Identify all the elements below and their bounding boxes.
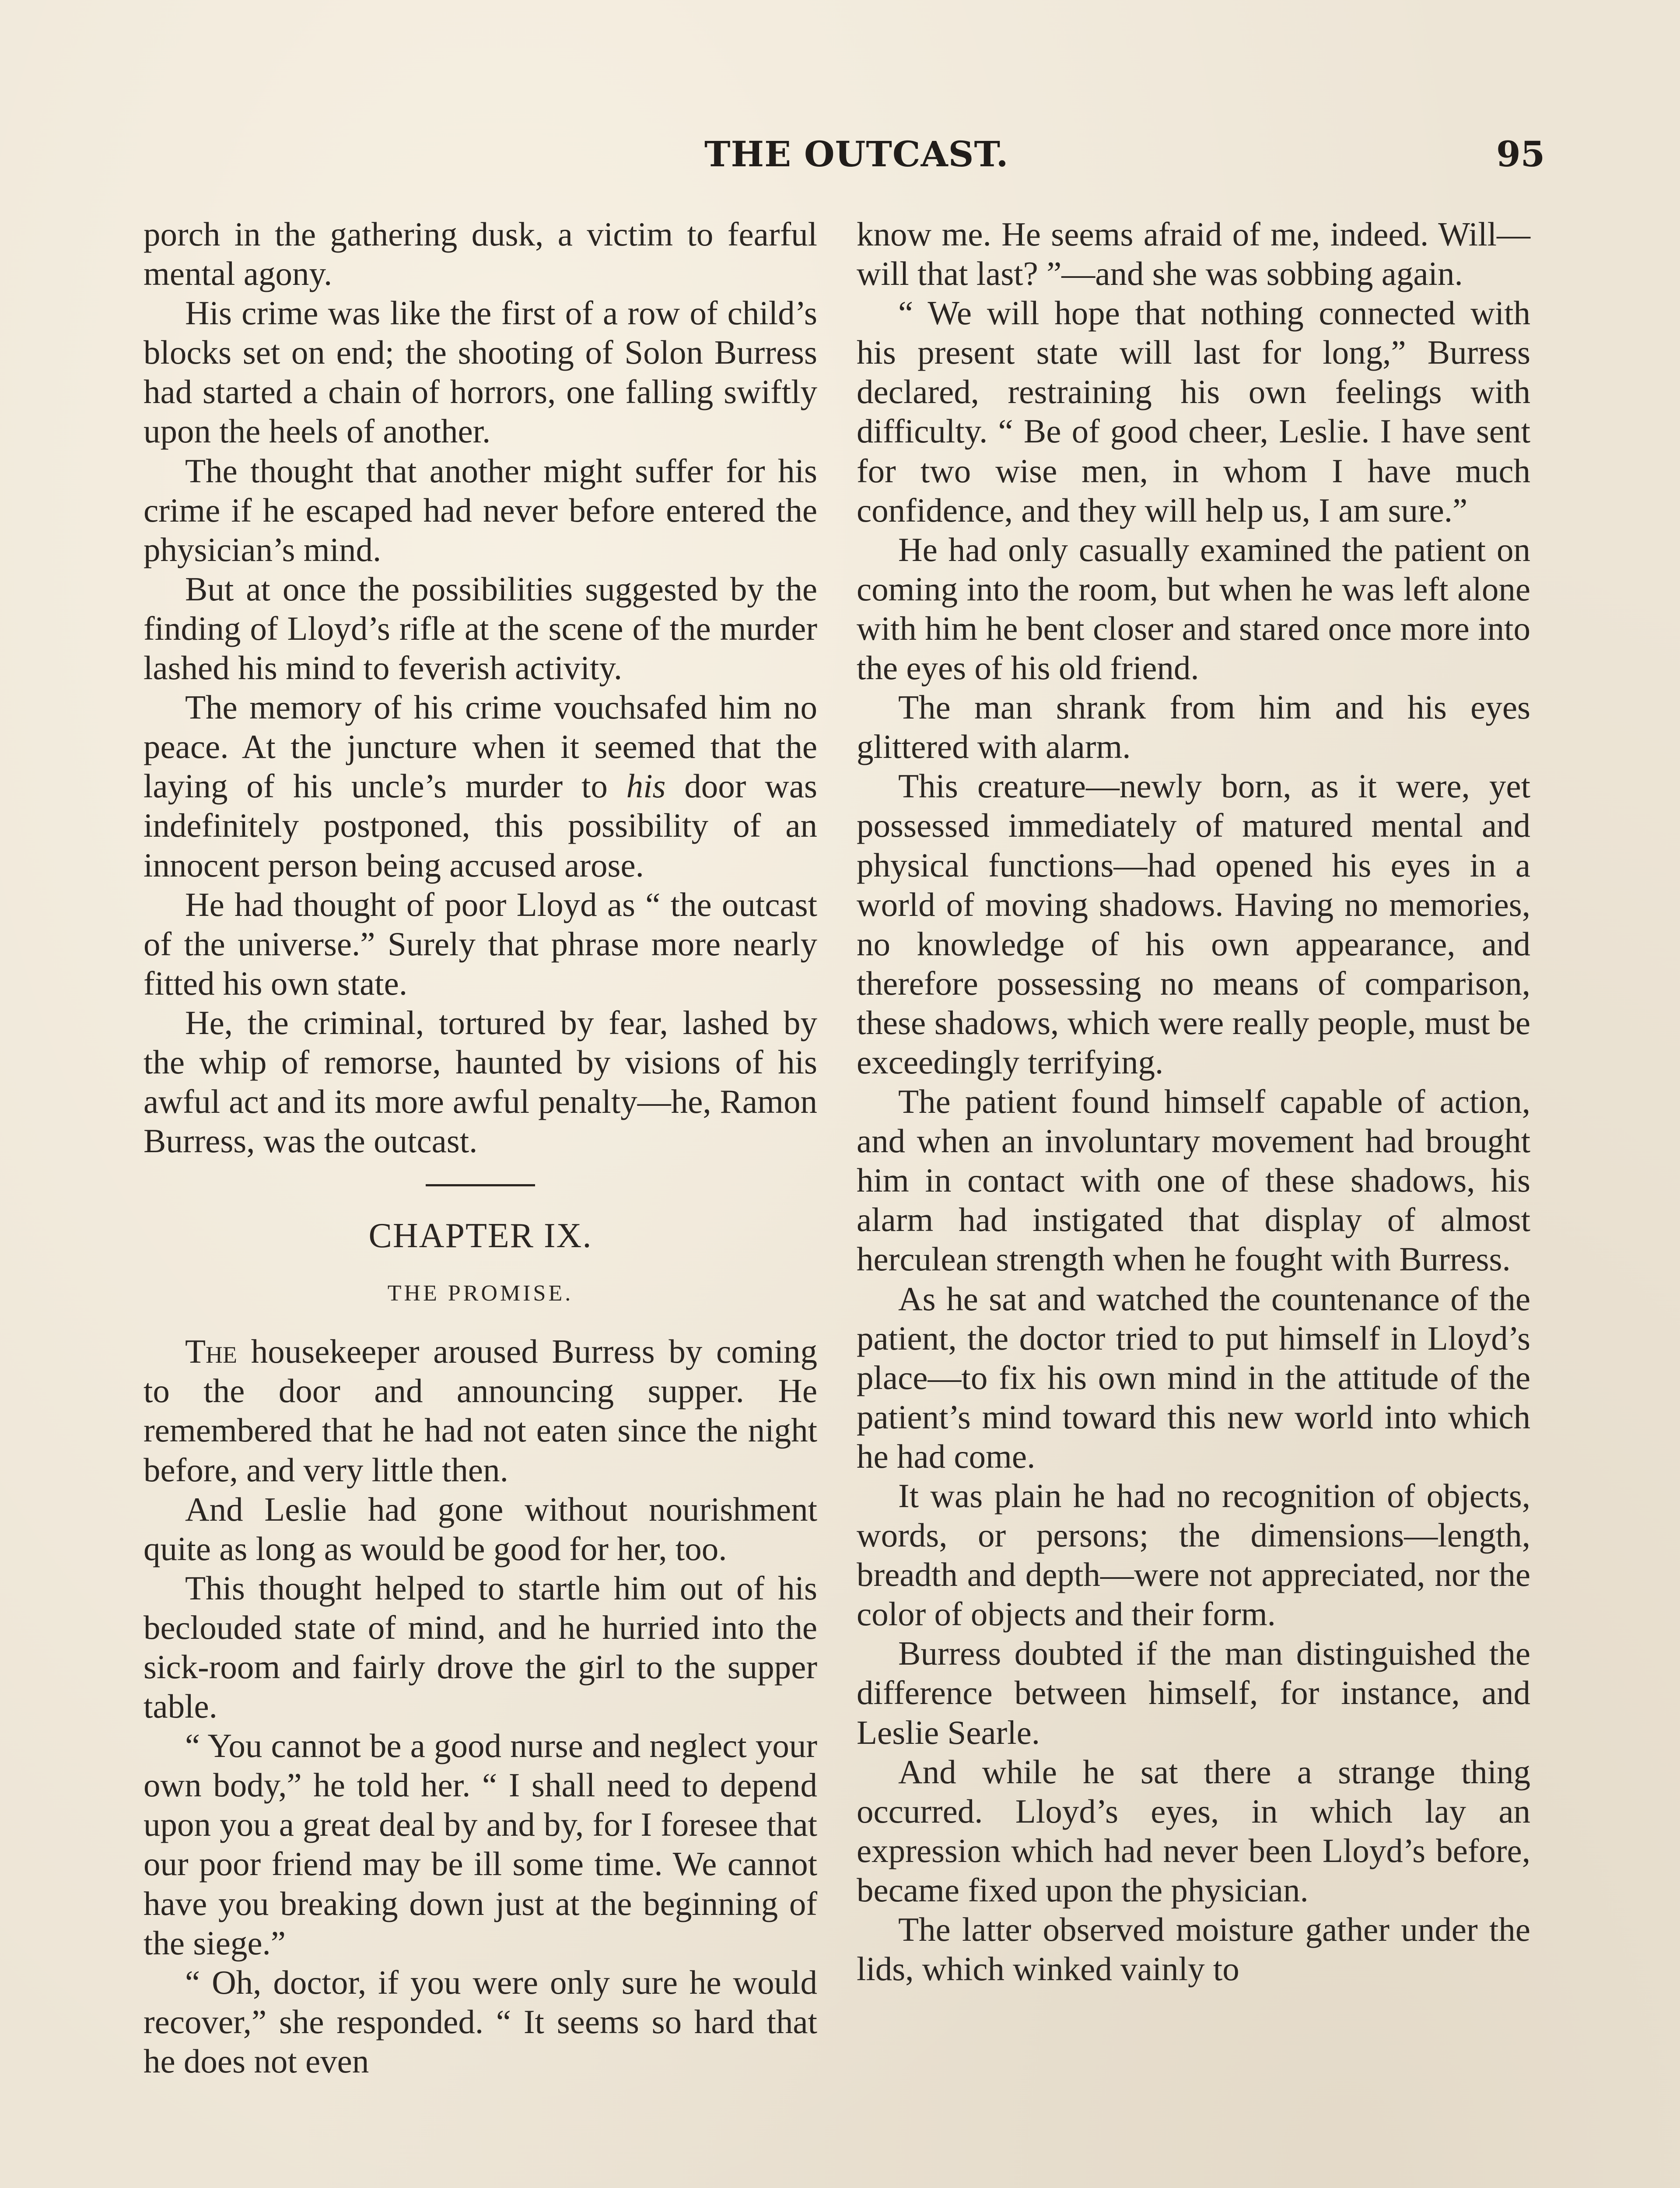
paragraph: He had thought of poor Lloyd as “ the outcast of the universe.” Surely that phrase more nearly fitted his own state.	[144, 885, 817, 1002]
paragraph: This thought helped to startle him out of his beclouded state of mind, and he hurried into the sick-room and fairly drove the girl to the supper table.	[144, 1569, 817, 1725]
paragraph-text: The memory of his crime vouchsafed him no peace. At the juncture when it seemed that the laying of his uncle’s murder to	[144, 688, 817, 805]
running-title: THE OUTCAST.	[704, 133, 1009, 175]
paragraph: The latter observed moisture gather under the lids, which winked vainly to	[857, 1911, 1530, 1988]
chapter-heading: CHAPTER IX.	[368, 1217, 592, 1255]
paragraph: The man shrank from him and his eyes glittered with alarm.	[857, 688, 1530, 766]
chapter-subtitle: THE PROMISE.	[387, 1281, 574, 1306]
paragraph: “ You cannot be a good nurse and neglect your own body,” he told her. “ I shall need to depend upon you a great deal by and by, for I foresee that our poor friend may be ill some time. We cannot have you breaking down just at the beginning of the siege.”	[144, 1727, 817, 1962]
italic-emphasis: his	[626, 767, 666, 805]
paragraph: It was plain he had no recognition of objects, words, or persons; the dimensions—length, breadth and depth—were not appreciated, nor the color of objects and their form.	[857, 1477, 1530, 1633]
paragraph	[144, 1332, 817, 1489]
paragraph: And Leslie had gone without nourishment quite as long as would be good for her, too.	[144, 1490, 817, 1567]
paragraph: He, the criminal, tortured by fear, lashed by the whip of remorse, haunted by visions of his awful act and its more awful penalty—he, Ramon Burress, was the outcast.	[144, 1003, 817, 1160]
paragraph: And while he sat there a strange thing occurred. Lloyd’s eyes, in which lay an expression which had never been Lloyd’s before, became fixed upon the physician.	[857, 1753, 1530, 1909]
paragraph: As he sat and watched the countenance of the patient, the doctor tried to put himself in Lloyd’s place—to fix his own mind in the attitude of the patient’s mind toward this new world into which he had come.	[857, 1280, 1530, 1475]
paragraph	[144, 687, 817, 884]
right-column	[857, 214, 1530, 1988]
paragraph: His crime was like the first of a row of child’s blocks set on end; the shooting of Solon Burress had started a chain of horrors, one falling swiftly upon the heels of another.	[144, 294, 817, 450]
left-column	[144, 214, 817, 2081]
paragraph: “ Oh, doctor, if you were only sure he would recover,” she responded. “ It seems so hard that he does not even	[144, 1963, 817, 2080]
page-number: 95	[1496, 133, 1545, 175]
paragraph: The thought that another might suffer for his crime if he escaped had never before entered the physician’s mind.	[144, 452, 817, 568]
section-divider	[426, 1184, 535, 1186]
opening-word: The	[185, 1332, 238, 1371]
paragraph: “ We will hope that nothing connected with his present state will last for long,” Burress declared, restraining his own feelings with difficulty. “ Be of good cheer, Leslie. I have sent for two wise men, in whom I have much confidence, and they will help us, I am sure.”	[857, 294, 1530, 529]
paragraph: know me. He seems afraid of me, indeed. Will—will that last? ”—and she was sobbing again.	[857, 215, 1530, 293]
paragraph-text: door was indefinitely postponed, this possibility of an innocent person being accused arose.	[144, 767, 817, 884]
paragraph: This creature—newly born, as it were, yet possessed immediately of matured mental and physical functions—had opened his eyes in a world of moving shadows. Having no memories, no knowledge of his own appearance, and therefore possessing no means of comparison, these shadows, which were really people, must be exceedingly terrifying.	[857, 767, 1530, 1081]
paragraph: But at once the possibilities suggested by the finding of Lloyd’s rifle at the scene of the murder lashed his mind to feverish activity.	[144, 570, 817, 687]
page-header	[0, 133, 1680, 182]
paragraph-text: housekeeper aroused Burress by coming to the door and announcing supper. He remembered that he had not eaten since the night before, and very little then.	[144, 1332, 817, 1489]
paragraph: porch in the gathering dusk, a victim to fearful mental agony.	[144, 215, 817, 293]
paragraph: He had only casually examined the patient on coming into the room, but when he was left alone with him he bent closer and stared once more into the eyes of his old friend.	[857, 530, 1530, 687]
paragraph: Burress doubted if the man distinguished the difference between himself, for instance, and Leslie Searle.	[857, 1634, 1530, 1751]
paragraph: The patient found himself capable of action, and when an involuntary movement had brought him in contact with one of these shadows, his alarm had instigated that display of almost herculean strength when he fought with Burress.	[857, 1083, 1530, 1278]
